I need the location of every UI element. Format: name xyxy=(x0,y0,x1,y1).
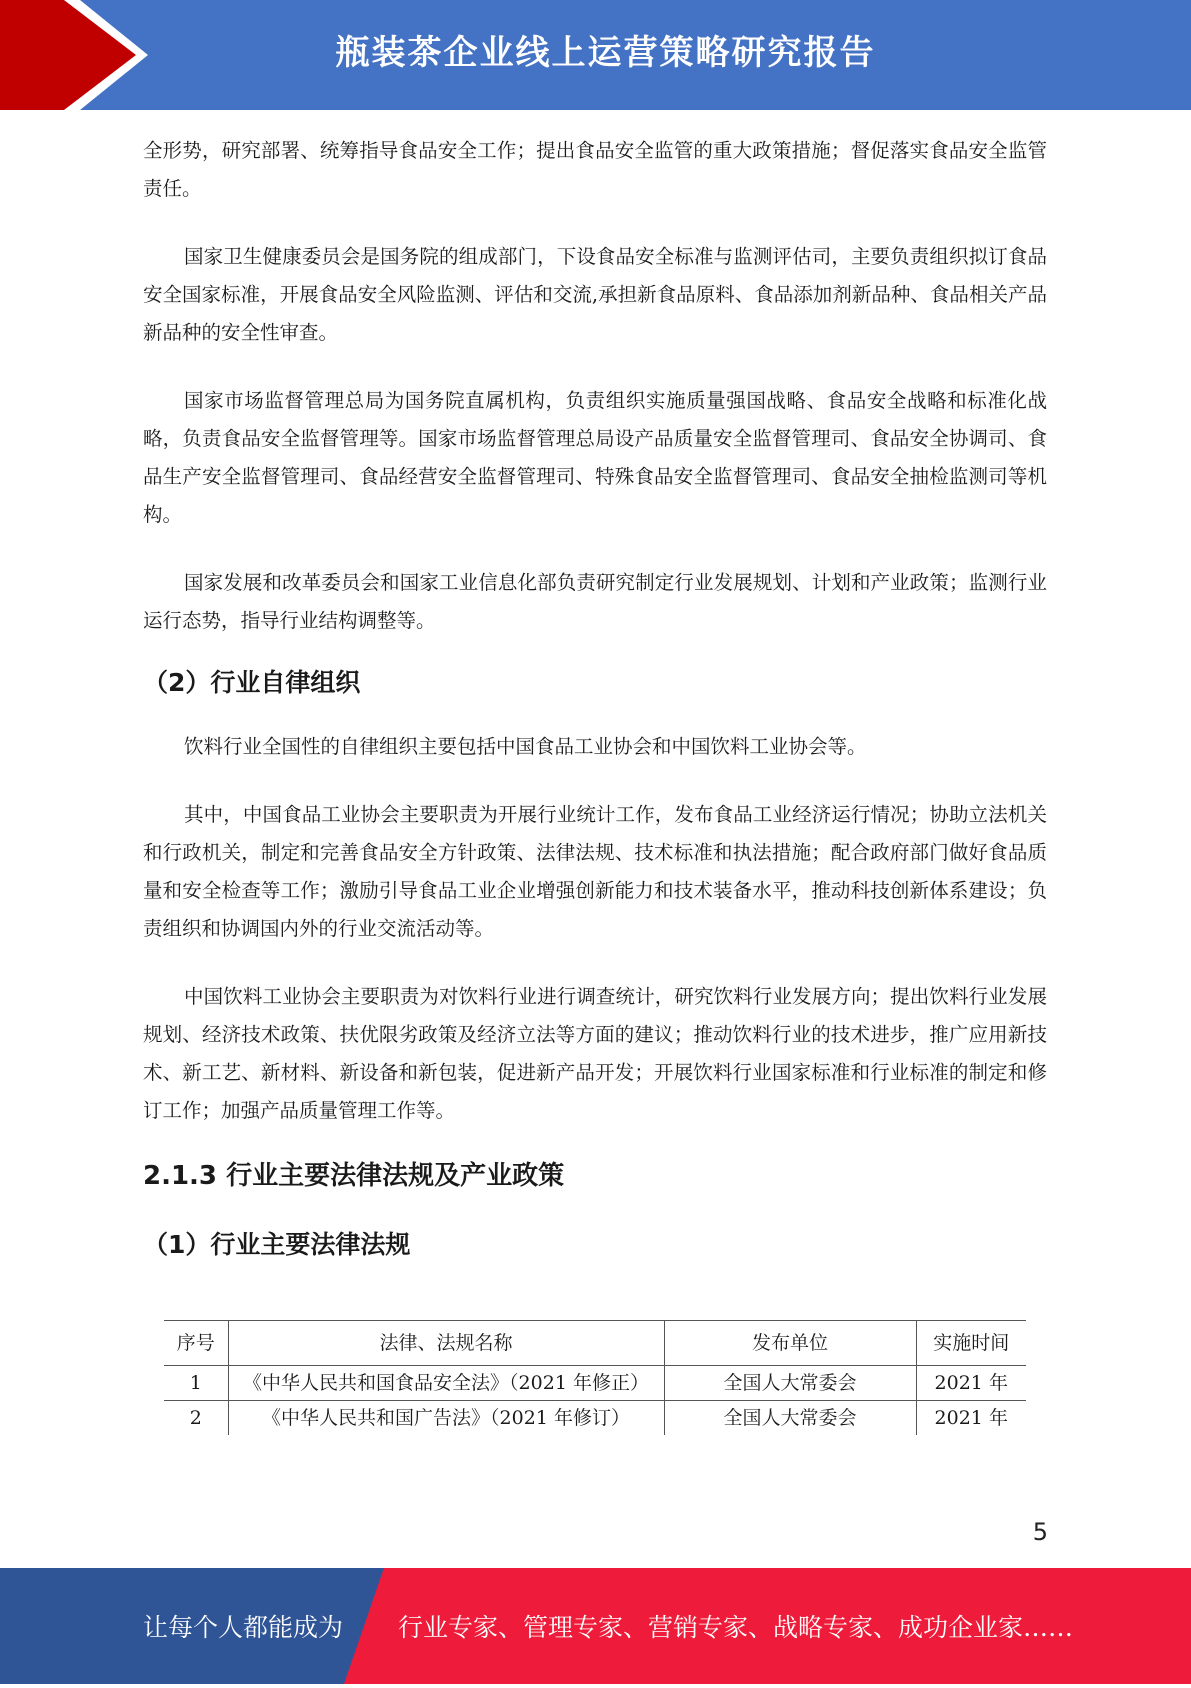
paragraph: 国家市场监督管理总局为国务院直属机构，负责组织实施质量强国战略、食品安全战略和标准化战略，负责食品安全监督管理等。国家市场监督管理总局设产品质量安全监督管理司、食品安全协调司、食品生产安全监督管理司、食品经营安全监督管理司、特殊食品安全监督管理司、食品安全抽检监测司等机构。 xyxy=(143,389,1047,526)
paragraph: 中国饮料工业协会主要职责为对饮料行业进行调查统计，研究饮料行业发展方向；提出饮料行业发展规划、经济技术政策、扶优限劣政策及经济立法等方面的建议；推动饮料行业的技术进步，推广应用新技术、新工艺、新材料、新设备和新包装，促进新产品开发；开展饮料行业国家标准和行业标准的制定和修订工作；加强产品质量管理工作等。 xyxy=(143,985,1047,1122)
footer-slogan-right: 行业专家、管理专家、营销专家、战略专家、成功企业家…… xyxy=(398,1613,1074,1642)
paragraph: 其中，中国食品工业协会主要职责为开展行业统计工作，发布食品工业经济运行情况；协助立法机关和行政机关，制定和完善食品安全方针政策、法律法规、技术标准和执法措施；配合政府部门做好食品质量和安全检查等工作；激励引导食品工业企业增强创新能力和技术装备水平，推动科技创新体系建设；负责组织和协调国内外的行业交流活动等。 xyxy=(143,803,1047,940)
laws-table xyxy=(164,1320,1026,1435)
body-content xyxy=(143,132,1047,1268)
header-date: 实施时间 xyxy=(916,1321,1026,1366)
cell-date: 2021 年 xyxy=(916,1366,1026,1401)
header-issuer: 发布单位 xyxy=(664,1321,916,1366)
header-no: 序号 xyxy=(164,1321,228,1366)
cell-issuer: 全国人大常委会 xyxy=(664,1366,916,1401)
paragraph: 饮料行业全国性的自律组织主要包括中国食品工业协会和中国饮料工业协会等。 xyxy=(184,735,867,758)
page-footer xyxy=(0,1568,1191,1684)
report-title: 瓶装茶企业线上运营策略研究报告 xyxy=(335,33,876,73)
paragraph: 全形势，研究部署、统筹指导食品安全工作；提出食品安全监管的重大政策措施；督促落实食品安全监管责任。 xyxy=(143,139,1047,200)
subheading-laws: （1）行业主要法律法规 xyxy=(143,1230,411,1259)
paragraph: 国家发展和改革委员会和国家工业信息化部负责研究制定行业发展规划、计划和产业政策；监测行业运行态势，指导行业结构调整等。 xyxy=(143,571,1047,632)
table-row xyxy=(164,1366,1026,1401)
page-header xyxy=(0,0,1191,110)
cell-date: 2021 年 xyxy=(916,1401,1026,1436)
cell-no: 2 xyxy=(189,1407,202,1429)
footer-slogan-left: 让每个人都能成为 xyxy=(143,1613,344,1642)
cell-issuer: 全国人大常委会 xyxy=(664,1401,916,1436)
cell-no: 1 xyxy=(164,1366,228,1401)
page-number: 5 xyxy=(1032,1518,1048,1546)
paragraph: 国家卫生健康委员会是国务院的组成部门，下设食品安全标准与监测评估司，主要负责组织拟订食品安全国家标准，开展食品安全风险监测、评估和交流,承担新食品原料、食品添加剂新品种、食品相关产品新品种的安全性审查。 xyxy=(143,245,1047,344)
subheading-self-regulation: （2）行业自律组织 xyxy=(143,668,361,697)
table-row xyxy=(164,1401,1026,1436)
cell-name: 《中华人民共和国广告法》（2021 年修订） xyxy=(228,1401,664,1436)
table-header-row xyxy=(164,1321,1026,1366)
cell-name: 《中华人民共和国食品安全法》（2021 年修正） xyxy=(228,1366,664,1401)
section-heading: 2.1.3 行业主要法律法规及产业政策 xyxy=(143,1161,565,1191)
header-name: 法律、法规名称 xyxy=(228,1321,664,1366)
